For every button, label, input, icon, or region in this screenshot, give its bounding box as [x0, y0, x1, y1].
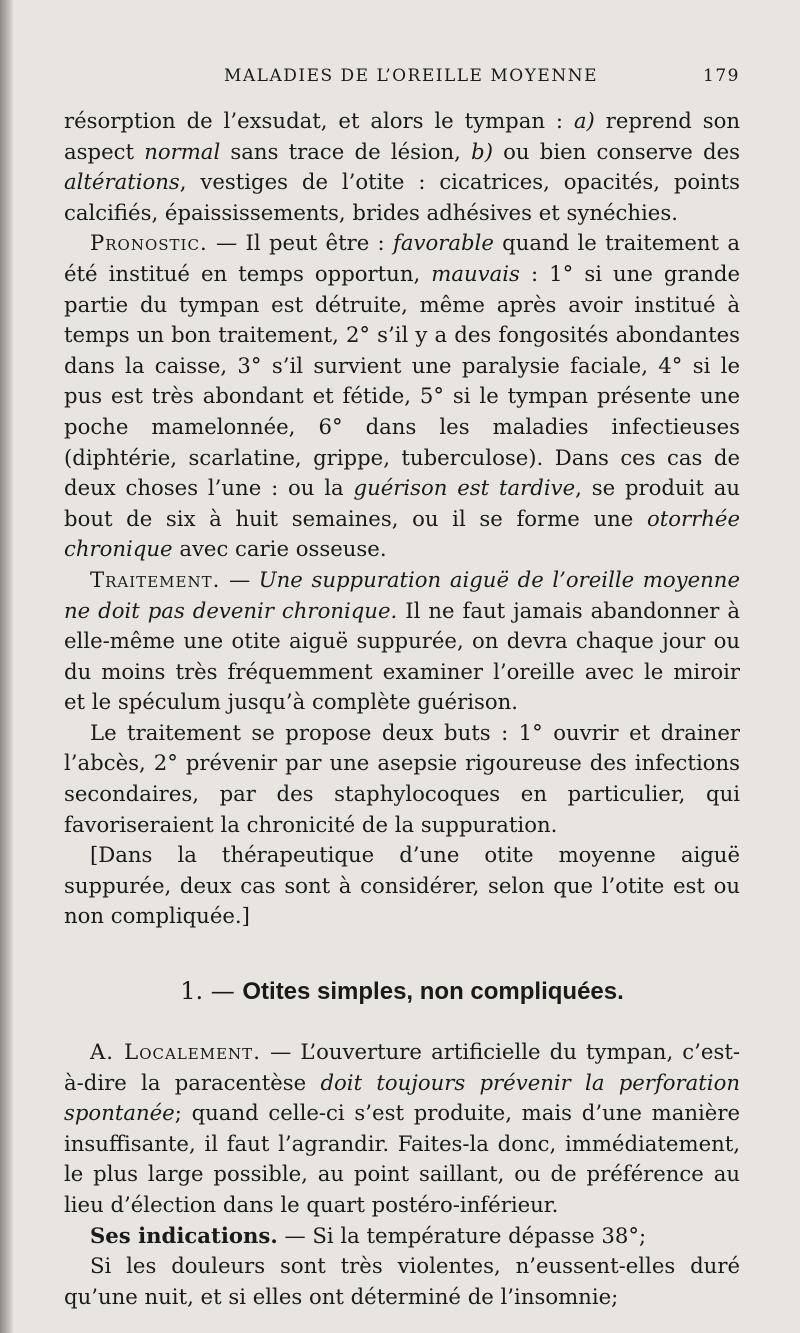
paragraph-localement — [64, 1037, 740, 1221]
heading-title: Otites simples, non compliquées. — [242, 978, 624, 1006]
heading-number: 1. — — [180, 977, 243, 1006]
text-run-italic: normal — [144, 138, 221, 164]
page-number: 179 — [703, 66, 740, 86]
text-run: quand le traitement a été institué en temps opportun, — [64, 230, 740, 286]
paragraph-pronostic — [64, 228, 740, 565]
paragraph-buts: Le traitement se propose deux buts : 1° ouvrir et drainer l’abcès, 2° prévenir par une asepsie rigoureuse des infections secondaires, par des staphylocoques en particulier, qui favoriseraient la chronicité de la suppuration. — [64, 719, 740, 837]
text-run-italic: otorrhée chronique — [64, 505, 740, 562]
paragraph-therapeutique: [Dans la thérapeutique d’une otite moyenne aiguë suppurée, deux cas sont à considérer, selon que l’otite est ou non compliquée.] — [64, 842, 740, 929]
text-run-italic: mauvais — [431, 260, 520, 286]
text-run-italic: altérations — [64, 169, 180, 195]
section-label-indications: Ses indications. — [90, 1222, 278, 1248]
text-run: — Si la température dépasse 38°; — [277, 1222, 647, 1248]
text-run: avec carie osseuse. — [172, 536, 387, 562]
text-run: ou bien conserve des — [492, 138, 740, 164]
text-run-italic: b) — [471, 138, 493, 164]
text-run: ; quand celle-ci s’est produite, mais d’une manière insuffisante, il faut l’agrandir. Faites-la donc, immédiatement, le plus large possible, au point saillant, ou de préférence au lieu d’élection dans le quart postéro-inférieur. — [64, 1100, 740, 1217]
paragraph-indications — [64, 1221, 740, 1252]
text-run: Il ne faut jamais abandonner à elle-même une otite aiguë suppurée, on devra chaque jour ou du moins très fréquemment examiner l’oreille avec le miroir et le spéculum jusqu’à complète guérison. — [64, 597, 741, 715]
paragraph-douleurs: Si les douleurs sont très violentes, n’eussent-elles duré qu’une nuit, et si elles ont déterminé de l’insomnie; — [64, 1253, 740, 1309]
body-text — [64, 106, 740, 1312]
section-label-traitement: Traitement. — [90, 566, 221, 592]
text-run: résorption de l’exsudat, et alors le tympan : — [64, 108, 574, 133]
text-run-italic: a) — [573, 108, 595, 133]
text-run: reprend son aspect — [64, 108, 740, 164]
section-heading — [64, 976, 740, 1007]
text-run: — L’ouverture artificielle du tympan, c’est-à-dire la paracentèse — [64, 1039, 740, 1095]
text-run: : 1° si une grande partie du tympan est détruite, même après avoir institué à temps un bon traitement, 2° s’il y a des fongosités abondantes dans la caisse, 3° s’il survient une paralysie faciale, 4° si le pus est très abondant et fétide, 5° si le tympan présente une poche mamelonnée, 6° dans les maladies infectieuses (diphtérie, scarlatine, grippe, tuberculose). Dans ces cas de deux choses l’une : ou la — [64, 260, 740, 501]
text-run: , se produit au bout de six à huit semaines, ou il se forme une — [64, 475, 741, 531]
paragraph-traitement — [64, 565, 740, 718]
text-run-italic: guérison est tardive — [353, 475, 576, 501]
text-run: — — [220, 566, 259, 592]
page-binding-edge — [0, 0, 14, 1333]
running-head — [64, 66, 740, 94]
running-title: MALADIES DE L’OREILLE MOYENNE — [224, 66, 599, 86]
section-label-localement: A. Localement. — [90, 1039, 261, 1065]
text-run: sans trace de lésion, — [220, 138, 472, 164]
text-run-italic: Une suppuration aiguë de l’oreille moyenne ne doit pas devenir chronique. — [64, 566, 740, 623]
text-run-italic: favorable — [393, 230, 494, 256]
text-run: — Il peut être : — [207, 230, 394, 256]
text-run: , vestiges de l’otite : cicatrices, opacités, points calcifiés, épaississements, brides adhésives et synéchies. — [64, 169, 740, 225]
section-label-pronostic: Pronostic. — [90, 230, 208, 256]
text-run-italic: doit toujours prévenir la perforation spontanée — [64, 1069, 740, 1126]
paragraph-resorption — [64, 106, 740, 228]
